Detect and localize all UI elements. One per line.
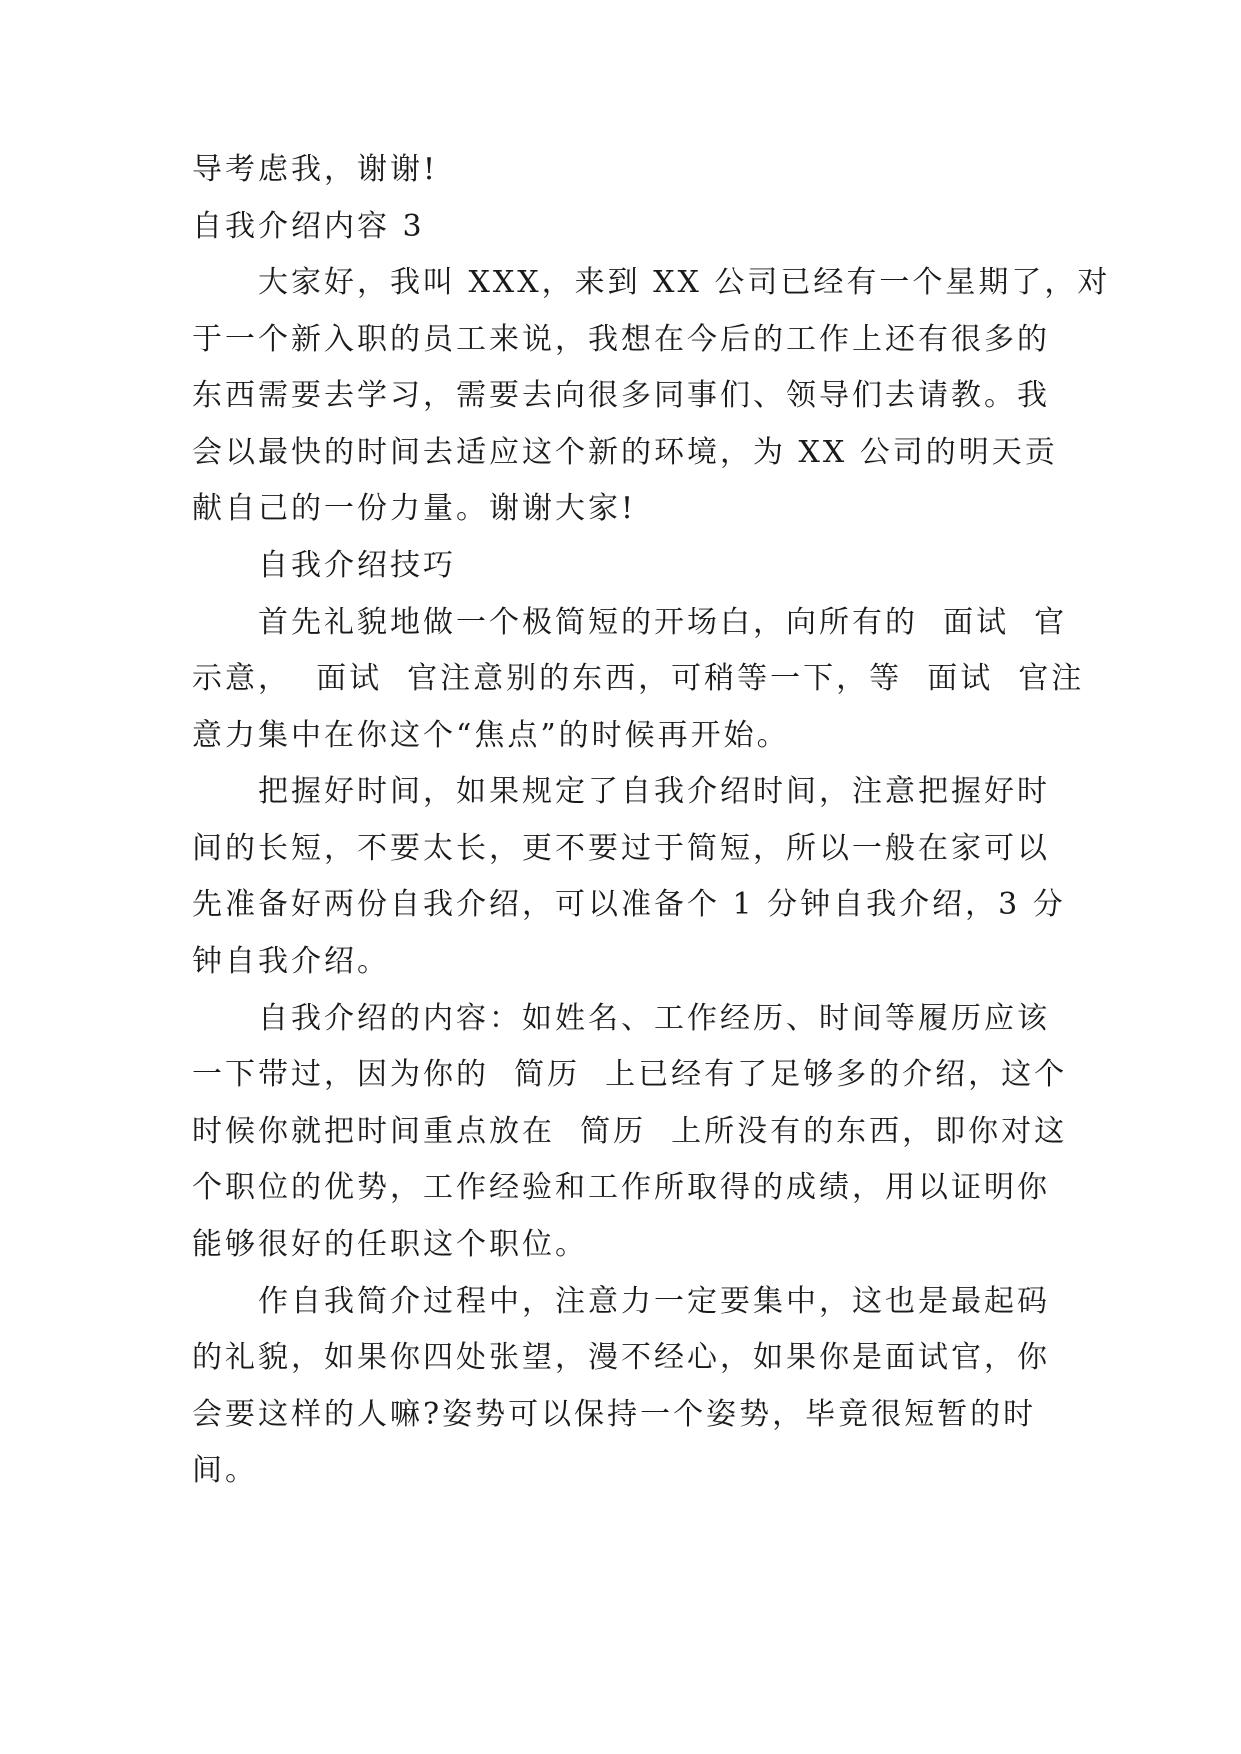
paragraph-line-11: 意力集中在你这个“焦点”的时候再开始。 [192,718,790,753]
section-heading: 自我介绍内容 3 [192,209,425,244]
paragraph-line-3: 大家好，我叫 XXX，来到 XX 公司已经有一个星期了，对 [258,265,1111,300]
paragraph-line-7: 献自己的一份力量。谢谢大家! [192,491,637,526]
paragraph-line-12: 把握好时间，如果规定了自我介绍时间，注意把握好时 [258,774,1050,809]
paragraph-line-6: 会以最快的时间去适应这个新的环境，为 XX 公司的明天贡 [192,435,1058,470]
paragraph-line-21: 作自我简介过程中，注意力一定要集中，这也是最起码 [258,1284,1050,1319]
paragraph-line-19: 个职位的优势，工作经验和工作所取得的成绩，用以证明你 [192,1170,1050,1205]
paragraph-line-9: 首先礼貌地做一个极简短的开场白，向所有的 面试 官 [258,605,1068,640]
paragraph-line-5: 东西需要去学习，需要去向很多同事们、领导们去请教。我 [192,378,1050,413]
paragraph-line-1: 导考虑我，谢谢! [192,152,439,187]
paragraph-line-16: 自我介绍的内容：如姓名、工作经历、时间等履历应该 [258,1001,1050,1036]
paragraph-line-22: 的礼貌，如果你四处张望，漫不经心，如果你是面试官，你 [192,1340,1050,1375]
paragraph-line-17: 一下带过，因为你的 简历 上已经有了足够多的介绍，这个 [192,1057,1068,1092]
paragraph-line-15: 钟自我介绍。 [192,944,390,979]
paragraph-line-20: 能够很好的任职这个职位。 [192,1227,588,1262]
paragraph-line-10: 示意， 面试 官注意别的东西，可稍等一下，等 面试 官注 [192,661,1085,696]
paragraph-line-24: 间。 [192,1453,258,1488]
subsection-heading: 自我介绍技巧 [258,548,456,583]
paragraph-line-4: 于一个新入职的员工来说，我想在今后的工作上还有很多的 [192,322,1050,357]
paragraph-line-23: 会要这样的人嘛?姿势可以保持一个姿势，毕竟很短暂的时 [192,1397,1037,1432]
paragraph-line-18: 时候你就把时间重点放在 简历 上所没有的东西，即你对这 [192,1114,1068,1149]
paragraph-line-13: 间的长短，不要太长，更不要过于简短，所以一般在家可以 [192,831,1050,866]
paragraph-line-14: 先准备好两份自我介绍，可以准备个 1 分钟自我介绍，3 分 [192,887,1066,922]
